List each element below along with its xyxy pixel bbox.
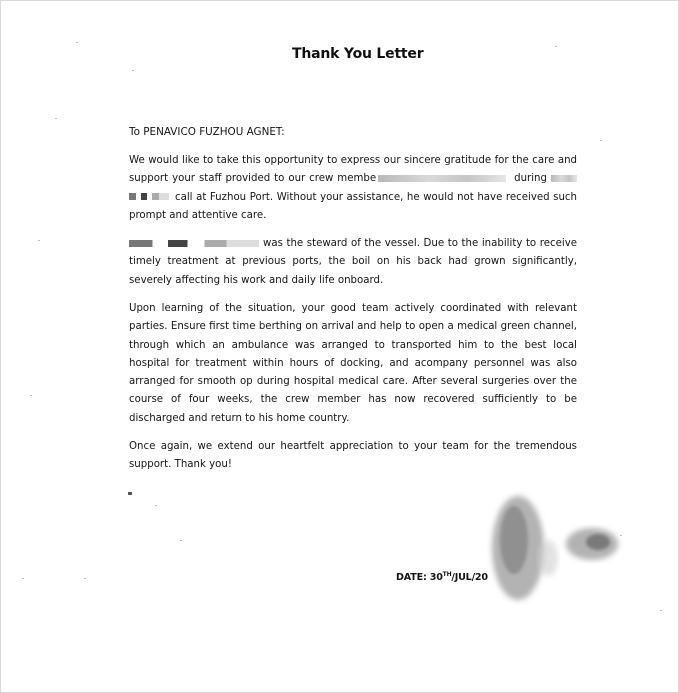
speckle [180, 540, 182, 541]
speckle [132, 70, 134, 71]
paragraph-gratitude-part-b: during [510, 173, 547, 185]
redacted-vessel-name [551, 175, 577, 182]
redacted-stamp-signature-icon [470, 488, 640, 628]
speckle [128, 492, 132, 495]
paragraph-gratitude-part-c: call at Fuzhou Port. Without your assistance, he would not have received such prompt and attentive care. [129, 191, 577, 221]
speckle [84, 578, 86, 579]
paragraph-situation-text: was the steward of the vessel. Due to the inability to receive timely treatment at previous ports, the boil on his back had grown significantly, severely affecting his work and daily life onboard. [129, 238, 577, 286]
speckle [76, 42, 78, 43]
paragraph-situation [129, 235, 577, 290]
speckle [660, 610, 662, 611]
speckle [22, 578, 24, 579]
speckle [600, 140, 602, 141]
date-rest: /JUL/20 [451, 572, 488, 584]
paragraph-coordination: Upon learning of the situation, your good team actively coordinated with relevant parties. Ensure first time berthing on arrival and help to open a medical green channel, through which an ambulance was arranged to transported him to the best local hospital for treatment within hours of docking, and acompany personnel was also arranged for smooth op during hospital medical care. After several surgeries over the course of four weeks, the crew member has now recovered sufficiently to be discharged and return to his home country. [129, 303, 577, 424]
paragraph-closing: Once again, we extend our heartfelt appreciation to your team for the tremendous support. Thank you! [129, 441, 577, 471]
speckle [55, 118, 57, 119]
speckle [38, 240, 40, 241]
speckle [620, 535, 622, 536]
addressee-line: To PENAVICO FUZHOU AGNET: [129, 126, 285, 138]
speckle [155, 505, 157, 506]
letter-title: Thank You Letter [292, 46, 424, 62]
date-label: DATE: 30 [396, 572, 443, 584]
paragraph-gratitude-part-a: We would like to take this opportunity to express our sincere gratitude for the care and support your staff provided to our crew membe [129, 155, 577, 185]
speckle [30, 395, 32, 396]
date-superscript: TH [442, 571, 452, 578]
redacted-crew-name [378, 175, 506, 182]
redacted-steward-name [129, 240, 259, 247]
speckle [555, 46, 557, 47]
redacted-vessel-name-2 [129, 193, 169, 200]
paragraph-gratitude [129, 152, 577, 225]
